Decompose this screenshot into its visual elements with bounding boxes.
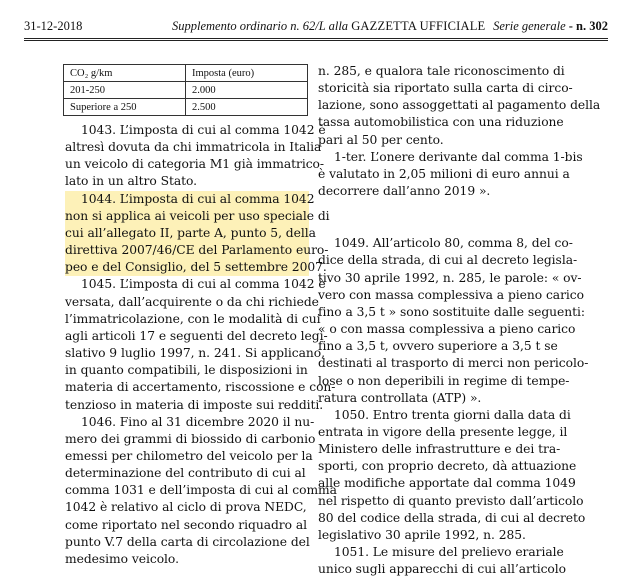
text-line: unico sugli apparecchi di cui all’articolo [318,562,567,577]
text-line: agli articoli 17 e seguenti del decreto legi- [65,328,328,343]
header-series [493,19,608,34]
text-line: 80 del codice della strada, di cui al decreto [318,510,586,525]
text-line: altresì dovuta da chi immatricola in Italia [65,140,322,155]
text-line: un veicolo di categoria M1 già immatrico- [65,157,325,172]
header-gazette: GAZZETTA UFFICIALE [351,19,486,33]
header-issue-number: - n. 302 [568,19,608,33]
text-line: 1050. Entro trenta giorni dalla data di [334,407,571,422]
text-line: l’immatricolazione, con le modalità di cui [65,311,321,326]
paragraph-1051 [318,544,567,578]
text-line: cui all’allegato II, parte A, punto 5, della [65,225,316,240]
text-line: 1046. Fino al 31 dicembre 2020 il nu- [81,414,315,429]
tax-table [63,64,308,116]
text-line: destinati al trasporto di merci non pericolo- [318,356,589,371]
paragraph-1043 [65,122,326,191]
header-series-label: Serie generale [493,19,566,33]
text-line: slativo 9 luglio 1997, n. 241. Si applicano, [65,346,325,361]
header-publication [172,19,485,34]
text-line: 1049. All’articolo 80, comma 8, del co- [334,236,573,251]
table-row [64,82,308,99]
text-line: peo e del Consiglio, del 5 settembre 2007. [65,260,327,275]
page-header [0,0,630,40]
text-line: fino a 3,5 t » sono sostituite dalle seguenti: [318,304,586,319]
text-line: emessi per chilometro del veicolo per la [65,448,313,463]
table-cell: Superiore a 250 [64,99,186,116]
text-line: direttiva 2007/46/CE del Parlamento euro- [65,243,329,258]
text-line: versata, dall’acquirente o da chi richiede [65,294,319,309]
text-line: sporti, con proprio decreto, dà attuazione [318,459,577,474]
paragraph-continuation [318,63,601,149]
text-line: come riportato nel secondo riquadro al [65,517,308,532]
text-line: Ministero delle infrastrutture e dei tra- [318,442,561,457]
text-line: dice della strada, di cui al decreto legisla- [318,253,578,268]
text-line: 1043. L’imposta di cui al comma 1042 è [81,123,326,137]
header-rule [24,38,608,39]
text-line: legislativo 30 aprile 1992, n. 285. [318,527,526,542]
right-column [318,63,601,578]
paragraph-1-ter [318,149,583,200]
left-column [65,122,337,568]
text-line: pari al 50 per cento. [318,132,444,147]
text-line: decorrere dall’anno 2019 ». [318,184,491,199]
table-header-imposta: Imposta (euro) [186,65,308,82]
table-header-co2: CO₂ g/km [64,65,186,82]
paragraph-1045 [65,276,336,413]
text-line: punto V.7 della carta di circolazione del [65,534,310,549]
table-cell: 2.000 [186,82,308,99]
text-line: medesimo veicolo. [65,551,179,566]
text-line: lose o non deperibili in regime di tempe- [318,373,570,388]
paragraph-gap [318,200,560,235]
text-line: ratura controllata (ATP) ». [318,390,482,405]
text-line: vero con massa complessiva a pieno carico [318,287,584,302]
header-supplement: Supplemento ordinario n. 62/L alla [172,19,349,33]
paragraph-1046 [65,414,337,568]
text-line: determinazione del contributo di cui al [65,466,306,481]
text-line: comma 1031 e dell’imposta di cui al comma [65,483,337,498]
text-line: mero dei grammi di biossido di carbonio [65,431,316,446]
text-line: nel rispetto di quanto previsto dall’articolo [318,493,584,508]
table-cell: 201-250 [64,82,186,99]
text-line: tivo 30 aprile 1992, n. 285, le parole: « ov- [318,270,582,285]
text-line: non si applica ai veicoli per uso speciale di [65,208,330,223]
text-line: lazione, sono assoggettati al pagamento della [318,98,601,113]
text-line: storicità sia riportato sulla carta di circo- [318,81,573,96]
paragraph-1049 [318,235,589,407]
paragraph-1050 [318,407,586,544]
text-line: 1-ter. L’onere derivante dal comma 1-bis [334,149,583,164]
text-line: tassa automobilistica con una riduzione [318,115,564,130]
table-row [64,99,308,116]
header-date: 31-12-2018 [24,19,83,33]
text-line: 1045. L’imposta di cui al comma 1042 è [81,277,326,292]
text-line: 1051. Le misure del prelievo erariale [334,545,564,560]
text-line: entrata in vigore della presente legge, il [318,424,568,439]
text-line: n. 285, e qualora tale riconoscimento di [318,64,565,78]
text-line: 1042 è relativo al ciclo di prova NEDC, [65,500,307,515]
paragraph-1044-highlighted [65,191,330,277]
text-line: fino a 3,5 t, ovvero superiore a 3,5 t se [318,339,558,354]
text-line: in quanto compatibili, le disposizioni in [65,363,308,378]
text-line: 1044. L’imposta di cui al comma 1042 [81,191,315,206]
header-rule-double [24,40,608,41]
text-line: alle modifiche apportate dal comma 1049 [318,476,576,491]
table-cell: 2.500 [186,99,308,116]
text-line: è valutato in 2,05 milioni di euro annui a [318,166,570,181]
text-line: tenzioso in materia di imposte sui redditi. [65,397,324,412]
text-line: lato in un altro Stato. [65,174,198,189]
table-header-row [64,65,308,82]
text-line: « o con massa complessiva a pieno carico [318,322,576,337]
text-line: materia di accertamento, riscossione e con- [65,380,336,395]
